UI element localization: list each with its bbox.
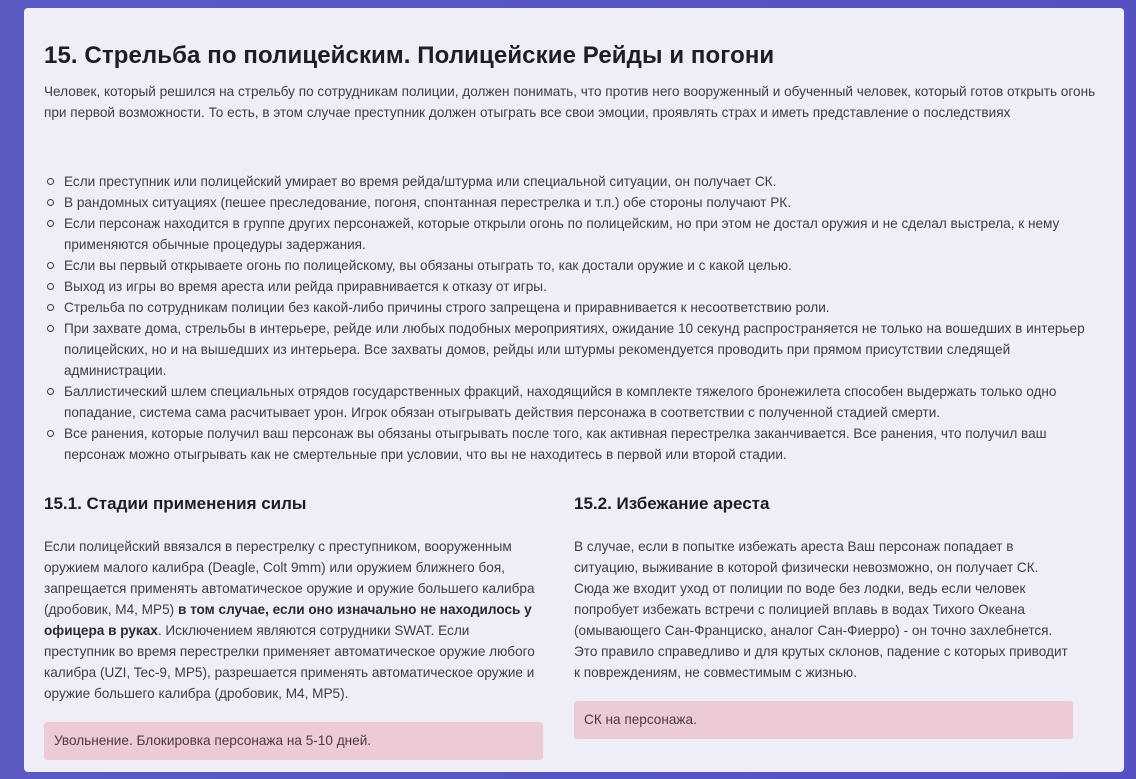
penalty-box: СК на персонажа. [574, 701, 1073, 739]
penalty-box: Увольнение. Блокировка персонажа на 5-10 дней. [44, 722, 543, 760]
section-text-part: . Исключением являются сотрудники SWAT. Если преступник во время перестрелки применяет автоматическое оружие любого калибра (UZI, Tec-9, MP5), разрешается применять автоматическое оружие и оружие большего калибра (дробовик, M4, MP5). [44, 623, 535, 701]
rules-card [24, 8, 1124, 772]
rule-item: Стрельба по сотрудникам полиции без какой-либо причины строго запрещена и приравнивается к несоответствию роли. [64, 297, 1106, 318]
rules-list [44, 171, 1106, 465]
section-text-part: Если полицейский ввязался в перестрелку с преступником, вооруженным оружием малого калибра (Deagle, Colt 9mm) или оружием ближнего боя, запрещается применять автоматическое оружие и оружие большего калибра (дробовик, M4, MP5) [44, 539, 535, 617]
rule-item: Все ранения, которые получил ваш персонаж вы обязаны отыгрывать после того, как активная перестрелка заканчивается. Все ранения, что получил ваш персонаж можно отыгрывать как не смертельные при условии, что вы не находитесь в первой или второй стадии. [64, 423, 1106, 465]
rule-item: Если вы первый открываете огонь по полицейскому, вы обязаны отыграть то, как достали оружие и с какой целью. [64, 255, 1106, 276]
section-text-bold: в том случае, если оно изначально не находилось у офицера в руках [44, 602, 532, 638]
section-use-of-force [44, 494, 544, 760]
rule-item: Если персонаж находится в группе других персонажей, которые открыли огонь по полицейским, но при этом не достал оружия и не сделал выстрела, к нему применяются обычные процедуры задержания. [64, 213, 1106, 255]
section-paragraph: В случае, если в попытке избежать ареста Ваш персонаж попадает в ситуацию, выживание в которой физически невозможно, он получает СК. Сюда же входит уход от полиции по воде без лодки, ведь если человек попробует избежать встречи с полицией вплавь в водах Тихого Океана (омывающего Сан-Франциско, аналог Сан-Фиерро) - он точно захлебнется. Это правило справедливо и для крутых склонов, падение с которых приводит к повреждениям, не совместимым с жизнью. [574, 539, 1068, 680]
page-title: 15. Стрельба по полицейским. Полицейские Рейды и погони [44, 42, 775, 69]
rule-item: Баллистический шлем специальных отрядов государственных фракций, находящийся в комплекте тяжелого бронежилета способен выдержать только одно попадание, система сама расчитывает урон. Игрок обязан отыгрывать действия персонажа в соответствии с полученной стадией смерти. [64, 381, 1106, 423]
section-heading: 15.2. Избежание ареста [574, 494, 770, 513]
section-avoid-arrest [574, 494, 1074, 739]
rule-item: При захвате дома, стрельбы в интерьере, рейде или любых подобных мероприятиях, ожидание 10 секунд распространяется не только на вошедших в интерьер полицейских, но и на вышедших из интерьера. Все захваты домов, рейды или штурмы рекомендуется проводить при прямом присутствии следящей администрации. [64, 318, 1106, 381]
section-heading: 15.1. Стадии применения силы [44, 494, 307, 513]
rule-item: Если преступник или полицейский умирает во время рейда/штурма или специальной ситуации, он получает СК. [64, 171, 1106, 192]
rule-item: Выход из игры во время ареста или рейда приравнивается к отказу от игры. [64, 276, 1106, 297]
section-paragraph [44, 536, 544, 704]
rule-item: В рандомных ситуациях (пешее преследование, погоня, спонтанная перестрелка и т.п.) обе стороны получают РК. [64, 192, 1106, 213]
intro-paragraph: Человек, который решился на стрельбу по сотрудникам полиции, должен понимать, что против него вооруженный и обученный человек, который готов открыть огонь при первой возможности. То есть, в этом случае преступник должен отыграть все свои эмоции, проявлять страх и иметь представление о последствиях [44, 84, 1096, 120]
